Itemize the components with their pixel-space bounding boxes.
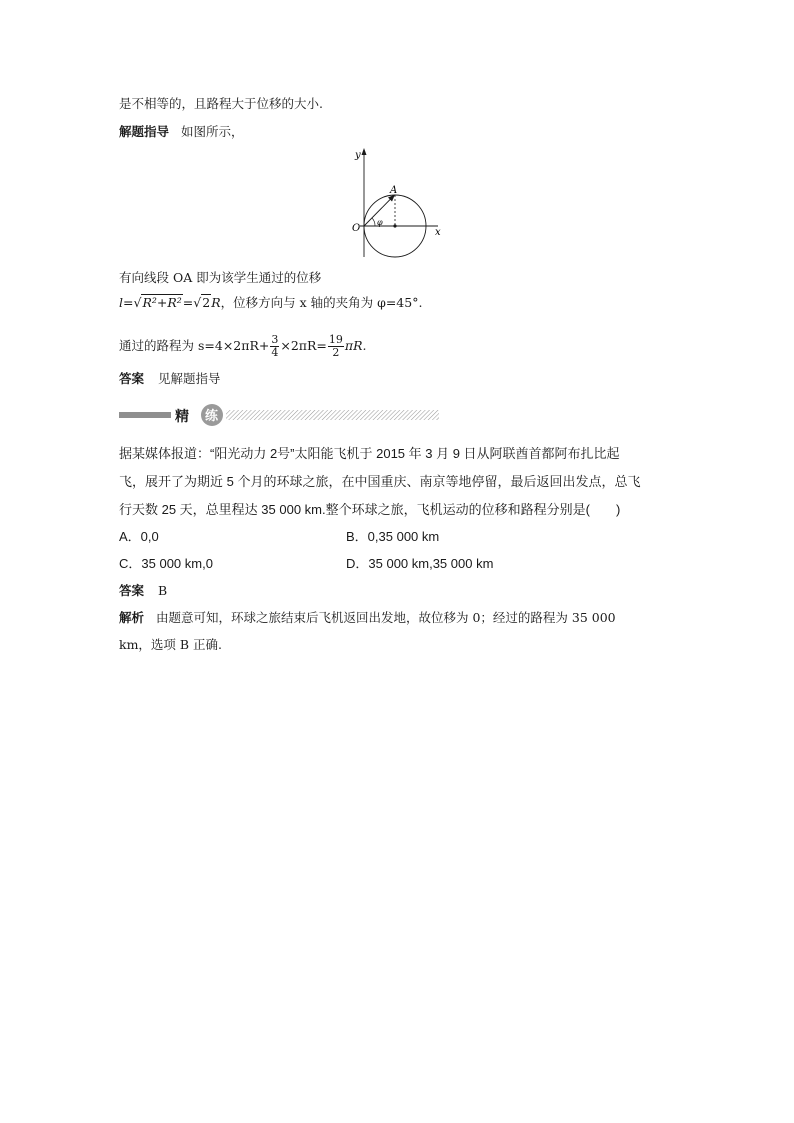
- path-end: πR.: [344, 337, 367, 353]
- solution-answer-line: [119, 373, 221, 386]
- solution-answer-label: 答案: [119, 371, 145, 386]
- circle-displacement-figure: [348, 145, 448, 260]
- fraction-19-2-numerator: 19: [328, 332, 343, 346]
- guide-line: [119, 126, 244, 139]
- answer-label: 答案: [119, 583, 145, 598]
- path-formula: [119, 328, 366, 364]
- fraction-19-2-denominator: 2: [332, 345, 340, 359]
- option-d[interactable]: D．35 000 km,35 000 km: [346, 556, 494, 571]
- analysis-line-1: [119, 612, 616, 625]
- section-bar-left: [119, 412, 171, 418]
- option-b[interactable]: B．0,35 000 km: [346, 529, 440, 544]
- sqrt-sign-2: √: [193, 295, 202, 310]
- length-formula: [119, 297, 422, 310]
- fraction-3-4-denominator: 4: [271, 345, 279, 359]
- fraction-3-4-numerator: 3: [271, 332, 279, 346]
- point-a-label: A: [390, 185, 398, 196]
- analysis-line-2: km，选项 B 正确.: [119, 637, 223, 652]
- section-badge: 练: [205, 409, 219, 424]
- x-axis-label: x: [435, 227, 441, 238]
- origin-label: O: [352, 223, 361, 234]
- oa-line: 有向线段 OA 即为该学生通过的位移: [119, 270, 322, 285]
- section-header-jinglian: [119, 402, 439, 428]
- option-a[interactable]: A．0,0: [119, 529, 159, 544]
- solution-answer-text: 见解题指导: [158, 371, 221, 386]
- l-lhs: l=: [119, 295, 134, 310]
- fraction-3-4: [270, 334, 279, 358]
- answer-line: [119, 585, 167, 598]
- sqrt-radicand-1: R²+R²: [142, 295, 182, 310]
- phi-label: φ: [377, 218, 383, 227]
- analysis-label: 解析: [119, 610, 145, 625]
- l-tail: ，位移方向与 x 轴的夹角为 φ=45°.: [220, 295, 423, 310]
- option-c[interactable]: C．35 000 km,0: [119, 556, 213, 571]
- question-line-3: 行天数 25 天，总里程达 35 000 km.整个环球之旅，飞机运动的位移和路程分别是( ): [119, 502, 621, 517]
- analysis-text-1: 由题意可知，环球之旅结束后飞机返回出发地，故位移为 0；经过的路程为 35 000: [156, 610, 616, 625]
- section-title: 精: [175, 409, 189, 425]
- answer-value: B: [158, 583, 168, 598]
- text-line-1: 是不相等的，且路程大于位移的大小.: [119, 96, 323, 111]
- l-eq: =: [182, 295, 194, 310]
- question-line-2: 飞，展开了为期近 5 个月的环球之旅，在中国重庆、南京等地停留，最后返回出发点，总飞: [119, 474, 641, 489]
- l-r: R: [211, 295, 221, 310]
- section-bar-right: [226, 410, 439, 420]
- sqrt-sign-1: √: [133, 295, 142, 310]
- sqrt-radicand-2: 2: [202, 295, 211, 310]
- guide-label: 解题指导: [119, 124, 170, 139]
- y-axis-label: y: [355, 150, 361, 161]
- question-line-1: 据某媒体报道：“阳光动力 2号”太阳能飞机于 2015 年 3 月 9 日从阿联酋首都阿布扎比起: [119, 446, 620, 461]
- fraction-19-2: [328, 334, 344, 358]
- guide-text: 如图所示，: [181, 124, 244, 139]
- path-prefix: 通过的路程为 s=4×2πR+: [119, 337, 270, 353]
- path-mid: ×2πR=: [280, 337, 327, 353]
